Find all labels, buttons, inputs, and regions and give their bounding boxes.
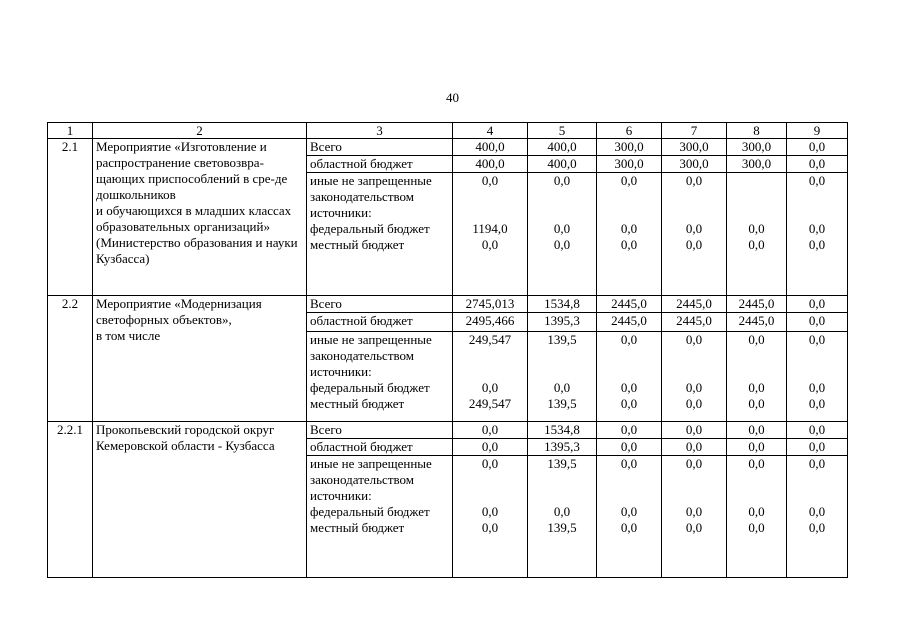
- amount-cell: 0,0: [787, 422, 848, 439]
- amount-cell: 2445,0: [662, 296, 727, 313]
- amount-cell: 300,0: [727, 156, 787, 173]
- amount-cell: 0,0: [787, 139, 848, 156]
- amount-cell: 0,0: [453, 422, 528, 439]
- header-cell: 1: [48, 123, 93, 139]
- amount-cell: 0,0 0,0 0,0: [528, 173, 597, 296]
- amount-cell: 1534,8: [528, 296, 597, 313]
- amount-cell: 400,0: [528, 139, 597, 156]
- amount-cell: 2445,0: [597, 296, 662, 313]
- amount-cell: 139,5 0,0 139,5: [528, 332, 597, 422]
- funding-source: иные не запрещенные законодательством источники: федеральный бюджет местный бюджет: [307, 332, 453, 422]
- amount-cell: 0,0: [787, 156, 848, 173]
- amount-cell: 300,0: [597, 156, 662, 173]
- amount-cell: 0,0: [597, 422, 662, 439]
- amount-cell: 1395,3: [528, 439, 597, 456]
- header-cell: 7: [662, 123, 727, 139]
- amount-cell: 300,0: [597, 139, 662, 156]
- amount-cell: 0,0: [787, 296, 848, 313]
- amount-cell: 0,0 0,0 0,0: [662, 173, 727, 296]
- item-code: 2.1: [48, 139, 93, 296]
- header-cell: 2: [93, 123, 307, 139]
- amount-cell: 249,547 0,0 249,547: [453, 332, 528, 422]
- amount-cell: 0,0 0,0 0,0: [597, 332, 662, 422]
- amount-cell: 0,0: [662, 439, 727, 456]
- item-name: Мероприятие «Модернизация светофорных объектов», в том числе: [93, 296, 307, 422]
- amount-cell: 2495,466: [453, 313, 528, 332]
- budget-table: [47, 122, 848, 578]
- funding-source: иные не запрещенные законодательством источники: федеральный бюджет местный бюджет: [307, 173, 453, 296]
- amount-cell: 0,0: [662, 422, 727, 439]
- amount-cell: 2745,013: [453, 296, 528, 313]
- table-row: [48, 296, 848, 313]
- amount-cell: 2445,0: [662, 313, 727, 332]
- amount-cell: 0,0 0,0 0,0: [787, 173, 848, 296]
- amount-cell: 1395,3: [528, 313, 597, 332]
- amount-cell: 0,0 0,0 0,0: [727, 332, 787, 422]
- amount-cell: 0,0 0,0 0,0: [662, 456, 727, 578]
- table-row: [48, 139, 848, 156]
- header-cell: 6: [597, 123, 662, 139]
- header-cell: 3: [307, 123, 453, 139]
- item-name: Мероприятие «Изготовление и распространение световозвра-щающих приспособлений в сре-де дошкольников и обучающихся в младших классах образовательных организаций» (Министерство образования и науки Кузбасса): [93, 139, 307, 296]
- amount-cell: 1534,8: [528, 422, 597, 439]
- amount-cell: 0,0 0,0: [727, 173, 787, 296]
- amount-cell: 0,0 0,0 0,0: [597, 173, 662, 296]
- amount-cell: 139,5 0,0 139,5: [528, 456, 597, 578]
- amount-cell: 300,0: [662, 139, 727, 156]
- funding-source: областной бюджет: [307, 439, 453, 456]
- amount-cell: 0,0: [453, 439, 528, 456]
- amount-cell: 300,0: [662, 156, 727, 173]
- item-name: Прокопьевский городской округ Кемеровской области - Кузбасса: [93, 422, 307, 578]
- amount-cell: 0,0 0,0 0,0: [597, 456, 662, 578]
- header-row: [48, 123, 848, 139]
- amount-cell: 2445,0: [597, 313, 662, 332]
- amount-cell: 2445,0: [727, 313, 787, 332]
- funding-source: Всего: [307, 422, 453, 439]
- amount-cell: 0,0: [787, 439, 848, 456]
- item-code: 2.2: [48, 296, 93, 422]
- funding-source: Всего: [307, 296, 453, 313]
- funding-source: областной бюджет: [307, 313, 453, 332]
- header-cell: 5: [528, 123, 597, 139]
- amount-cell: 0,0 0,0 0,0: [662, 332, 727, 422]
- amount-cell: 0,0: [727, 422, 787, 439]
- amount-cell: 400,0: [453, 156, 528, 173]
- amount-cell: 0,0 1194,0 0,0: [453, 173, 528, 296]
- amount-cell: 300,0: [727, 139, 787, 156]
- amount-cell: 0,0: [787, 313, 848, 332]
- amount-cell: 0,0 0,0 0,0: [453, 456, 528, 578]
- amount-cell: 0,0 0,0 0,0: [787, 332, 848, 422]
- header-cell: 8: [727, 123, 787, 139]
- header-cell: 9: [787, 123, 848, 139]
- funding-source: иные не запрещенные законодательством источники: федеральный бюджет местный бюджет: [307, 456, 453, 578]
- amount-cell: 2445,0: [727, 296, 787, 313]
- amount-cell: 0,0: [727, 439, 787, 456]
- funding-source: Всего: [307, 139, 453, 156]
- amount-cell: 400,0: [453, 139, 528, 156]
- amount-cell: 0,0 0,0 0,0: [787, 456, 848, 578]
- table-row: [48, 422, 848, 439]
- funding-source: областной бюджет: [307, 156, 453, 173]
- amount-cell: 400,0: [528, 156, 597, 173]
- amount-cell: 0,0: [597, 439, 662, 456]
- page-number: 40: [446, 90, 459, 105]
- header-cell: 4: [453, 123, 528, 139]
- amount-cell: 0,0 0,0 0,0: [727, 456, 787, 578]
- item-code: 2.2.1: [48, 422, 93, 578]
